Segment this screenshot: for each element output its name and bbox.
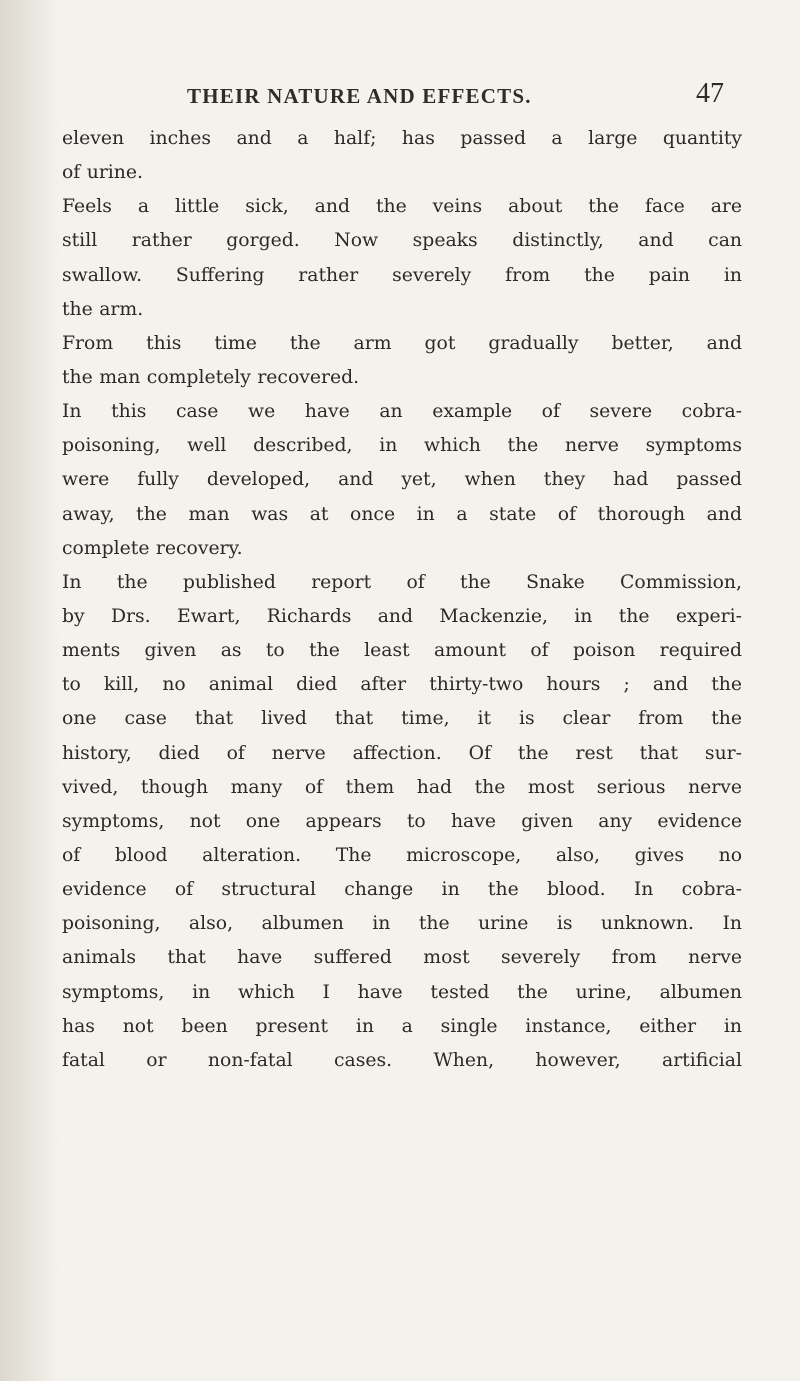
text-line: swallow. Suffering rather severely from the pain in bbox=[62, 264, 742, 286]
text-line: the arm. bbox=[62, 298, 144, 320]
text-line: From this time the arm got gradually better, and bbox=[62, 332, 742, 354]
text-line: vived, though many of them had the most serious nerve bbox=[62, 776, 742, 798]
text-line: eleven inches and a half; has passed a large quantity bbox=[62, 128, 742, 149]
text-line: complete recovery. bbox=[62, 537, 243, 559]
text-line: were fully developed, and yet, when they had passed bbox=[62, 469, 742, 491]
text-line: away, the man was at once in a state of thorough and bbox=[62, 503, 742, 525]
text-line: ments given as to the least amount of poison required bbox=[62, 640, 742, 662]
page-header bbox=[0, 78, 800, 114]
text-line: history, died of nerve affection. Of the rest that sur- bbox=[62, 742, 742, 764]
body-text bbox=[62, 122, 742, 1078]
text-line: In this case we have an example of severe cobra- bbox=[62, 401, 742, 423]
text-line: to kill, no animal died after thirty-two hours ; and the bbox=[62, 674, 742, 696]
text-line: In the published report of the Snake Commission, bbox=[62, 571, 742, 593]
text-line: still rather gorged. Now speaks distinctly, and can bbox=[62, 230, 742, 252]
text-line: of blood alteration. The microscope, also, gives no bbox=[62, 844, 742, 866]
running-head: THEIR NATURE AND EFFECTS. bbox=[187, 84, 532, 108]
text-line: symptoms, not one appears to have given any evidence bbox=[62, 810, 742, 832]
text-line: has not been present in a single instance, either in bbox=[62, 1015, 742, 1037]
text-line: Feels a little sick, and the veins about the face are bbox=[62, 196, 742, 218]
text-line: one case that lived that time, it is clear from the bbox=[62, 708, 742, 730]
text-line: the man completely recovered. bbox=[62, 366, 360, 388]
text-line: poisoning, also, albumen in the urine is unknown. In bbox=[62, 913, 742, 935]
text-line: of urine. bbox=[62, 162, 143, 184]
text-line: animals that have suffered most severely from nerve bbox=[62, 947, 742, 969]
text-line: evidence of structural change in the blood. In cobra- bbox=[62, 879, 742, 901]
text-line: fatal or non-fatal cases. When, however, artificial bbox=[62, 1049, 742, 1071]
gutter-shadow bbox=[0, 0, 60, 1381]
text-line: by Drs. Ewart, Richards and Mackenzie, in the experi- bbox=[62, 605, 742, 627]
text-line: symptoms, in which I have tested the urine, albumen bbox=[62, 981, 742, 1003]
text-line: poisoning, well described, in which the nerve symptoms bbox=[62, 435, 742, 457]
page-number: 47 bbox=[696, 78, 724, 109]
